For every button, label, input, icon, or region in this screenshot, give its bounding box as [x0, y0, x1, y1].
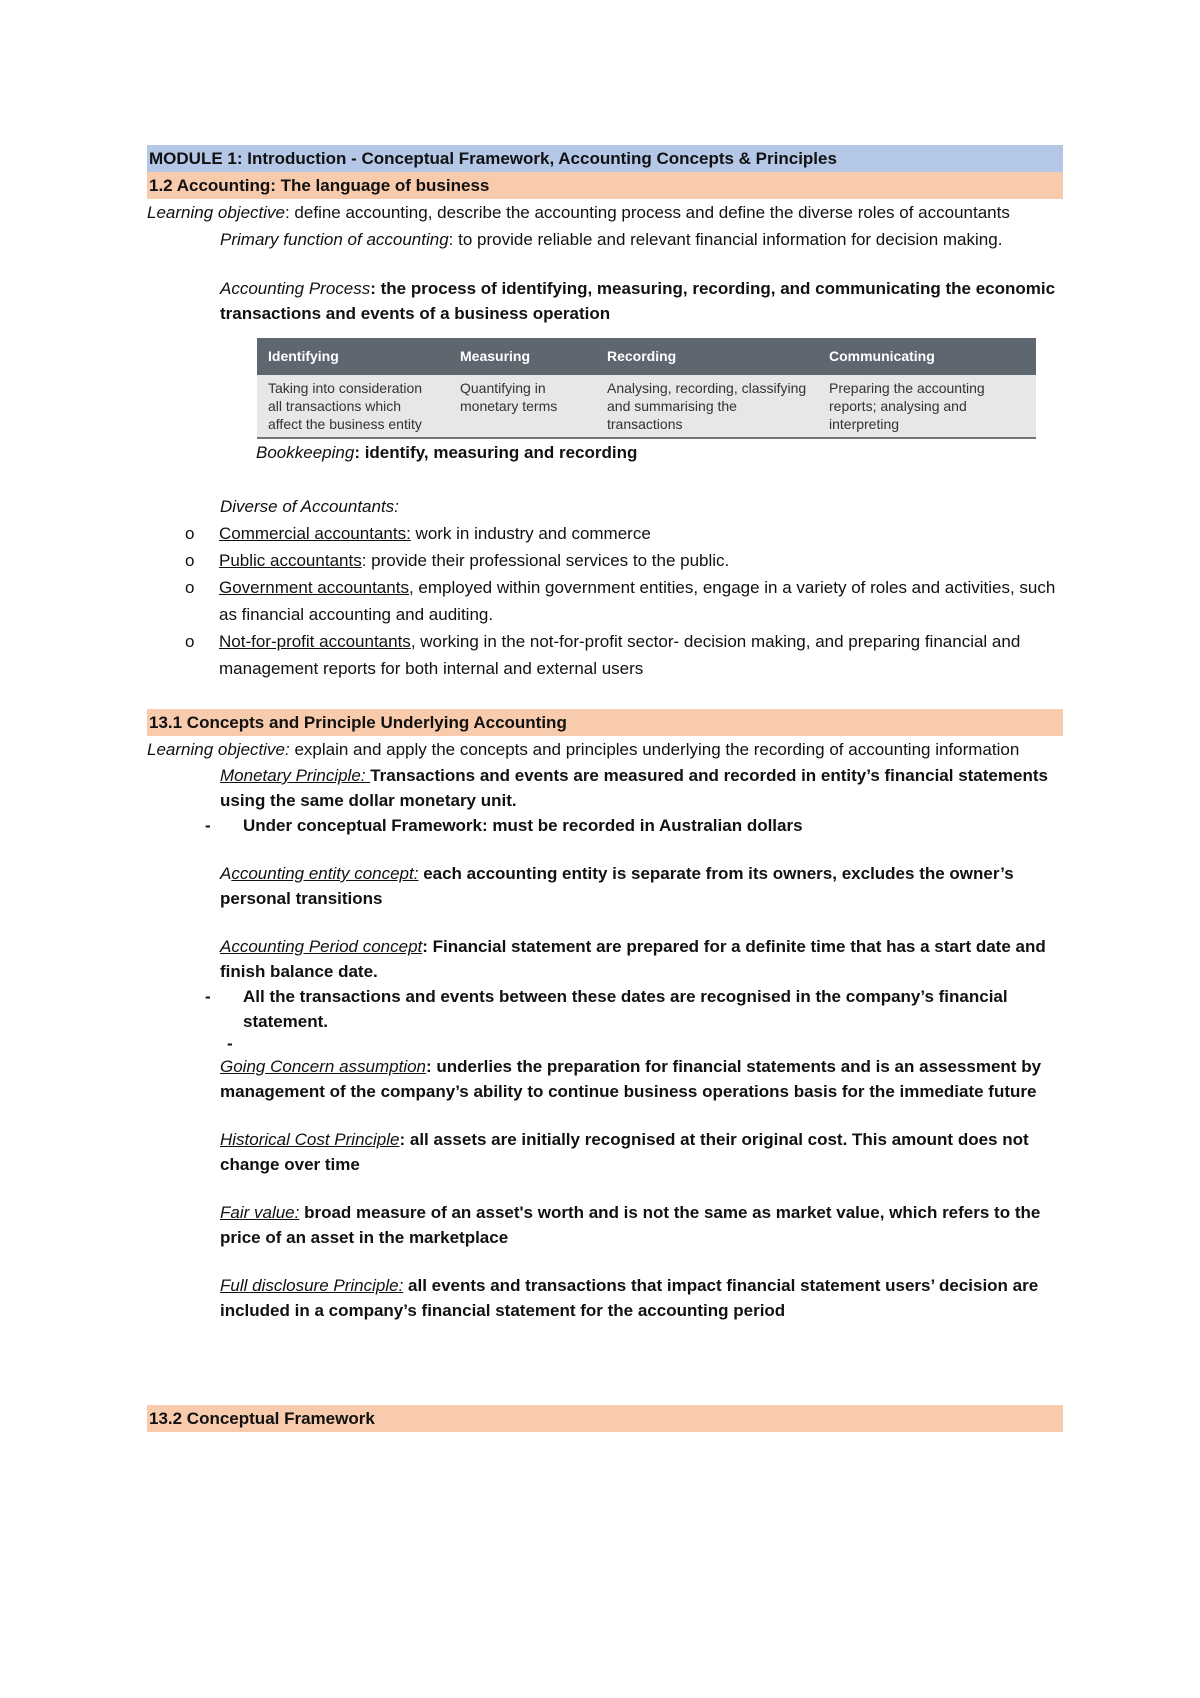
- monetary-label: Monetary Principle:: [220, 766, 371, 785]
- list-item: [147, 520, 1063, 547]
- bookkeeping: [147, 439, 1063, 466]
- table-cell: Preparing the accounting reports; analysing and interpreting: [818, 375, 1036, 438]
- dash-marker: -: [205, 987, 211, 1006]
- accounting-process-table: [257, 338, 1036, 439]
- lo-text: : define accounting, describe the accounting process and define the diverse roles of accountants: [284, 203, 1010, 222]
- historical-text: : all assets are initially recognised at their original cost. This amount does not change over time: [220, 1130, 1029, 1174]
- entity-prefix: A: [220, 864, 232, 883]
- dash-marker: -: [205, 816, 211, 835]
- accounting-period-concept: [147, 934, 1063, 984]
- section-heading-1-2: 1.2 Accounting: The language of business: [147, 172, 1063, 199]
- full-label: Full disclosure Principle:: [220, 1276, 404, 1295]
- dash-marker: -: [227, 1034, 233, 1053]
- bullet-marker: o: [185, 551, 195, 570]
- full-disclosure-principle: [147, 1273, 1063, 1323]
- entity-text: each accounting entity is separate from its owners, excludes the owner’s personal transitions: [220, 864, 1014, 908]
- document-page: [147, 145, 1063, 1432]
- bullet-text: work in industry and commerce: [410, 524, 651, 543]
- process-text: : the process of identifying, measuring, recording, and communicating the economic transactions and events of a business operation: [220, 279, 1056, 323]
- bullet-term: Not-for-profit accountants: [219, 632, 411, 651]
- going-concern-assumption: [147, 1054, 1063, 1104]
- lo-text: explain and apply the concepts and principles underlying the recording of accounting information: [289, 740, 1020, 759]
- fair-label: Fair value:: [220, 1203, 300, 1222]
- full-text: all events and transactions that impact financial statement users’ decision are included in a company’s financial statement for the accounting period: [220, 1276, 1039, 1320]
- accounting-entity-concept: [147, 861, 1063, 911]
- module-header: MODULE 1: Introduction - Conceptual Framework, Accounting Concepts & Principles: [147, 145, 1063, 172]
- entity-label: ccounting entity concept:: [231, 864, 419, 883]
- table-cell: Quantifying in monetary terms: [449, 375, 596, 438]
- learning-objective-1-2: [147, 199, 1063, 226]
- period-dash-item: [147, 984, 1063, 1034]
- list-item: [147, 628, 1063, 682]
- accounting-process: [147, 276, 1063, 326]
- table-header-row: [257, 338, 1036, 375]
- fair-value: [147, 1200, 1063, 1250]
- monetary-text: Transactions and events are measured and recorded in entity’s financial statements using the same dollar monetary unit.: [220, 766, 1048, 810]
- table-cell: Analysing, recording, classifying and summarising the transactions: [596, 375, 818, 438]
- list-item: [147, 574, 1063, 628]
- historical-cost-principle: [147, 1127, 1063, 1177]
- table-cell: Taking into consideration all transactions which affect the business entity: [257, 375, 449, 438]
- primary-label: Primary function of accounting: [220, 230, 449, 249]
- bullet-term: Public accountants: [219, 551, 362, 570]
- bullet-marker: o: [185, 524, 195, 543]
- table-header-cell: Recording: [596, 338, 818, 375]
- bookkeeping-label: Bookkeeping: [256, 443, 355, 462]
- historical-label: Historical Cost Principle: [220, 1130, 400, 1149]
- list-item: [147, 547, 1063, 574]
- bullet-text: , working in the not-for-profit sector- decision making, and preparing financial and management reports for both internal and external users: [219, 632, 1021, 678]
- process-label: Accounting Process: [220, 279, 371, 298]
- empty-dash-item: [147, 1034, 1063, 1054]
- bullet-text: : provide their professional services to the public.: [361, 551, 730, 570]
- period-label: Accounting Period concept: [220, 937, 423, 956]
- primary-text: : to provide reliable and relevant financial information for decision making.: [448, 230, 1003, 249]
- lo-label: Learning objective: [147, 203, 285, 222]
- lo-label: Learning objective:: [147, 740, 290, 759]
- section-heading-13-1: 13.1 Concepts and Principle Underlying Accounting: [147, 709, 1063, 736]
- bullet-text: , employed within government entities, engage in a variety of roles and activities, such as financial accounting and auditing.: [219, 578, 1056, 624]
- bullet-term: Commercial accountants:: [219, 524, 411, 543]
- bookkeeping-text: : identify, measuring and recording: [354, 443, 638, 462]
- bullet-marker: o: [185, 632, 195, 651]
- going-text: : underlies the preparation for financial statements and is an assessment by management of the company’s ability to continue business operations basis for the immediate future: [220, 1057, 1042, 1101]
- table-header-cell: Identifying: [257, 338, 449, 375]
- section-heading-13-2: 13.2 Conceptual Framework: [147, 1405, 1063, 1432]
- table-row: [257, 375, 1036, 438]
- going-label: Going Concern assumption: [220, 1057, 427, 1076]
- accountant-types-list: [147, 520, 1063, 682]
- diverse-accountants-label: Diverse of Accountants:: [220, 497, 399, 516]
- table-header-cell: Measuring: [449, 338, 596, 375]
- learning-objective-13-1: [147, 736, 1063, 763]
- monetary-principle: [147, 763, 1063, 813]
- dash-text: All the transactions and events between these dates are recognised in the company’s financial statement.: [243, 987, 1008, 1031]
- primary-function: [147, 226, 1063, 253]
- fair-text: broad measure of an asset's worth and is not the same as market value, which refers to the price of an asset in the marketplace: [220, 1203, 1041, 1247]
- bullet-term: Government accountants: [219, 578, 409, 597]
- dash-text: Under conceptual Framework: must be recorded in Australian dollars: [243, 816, 803, 835]
- table-header-cell: Communicating: [818, 338, 1036, 375]
- period-text: : Financial statement are prepared for a definite time that has a start date and finish balance date.: [220, 937, 1046, 981]
- bullet-marker: o: [185, 578, 195, 597]
- monetary-dash-item: [147, 813, 1063, 838]
